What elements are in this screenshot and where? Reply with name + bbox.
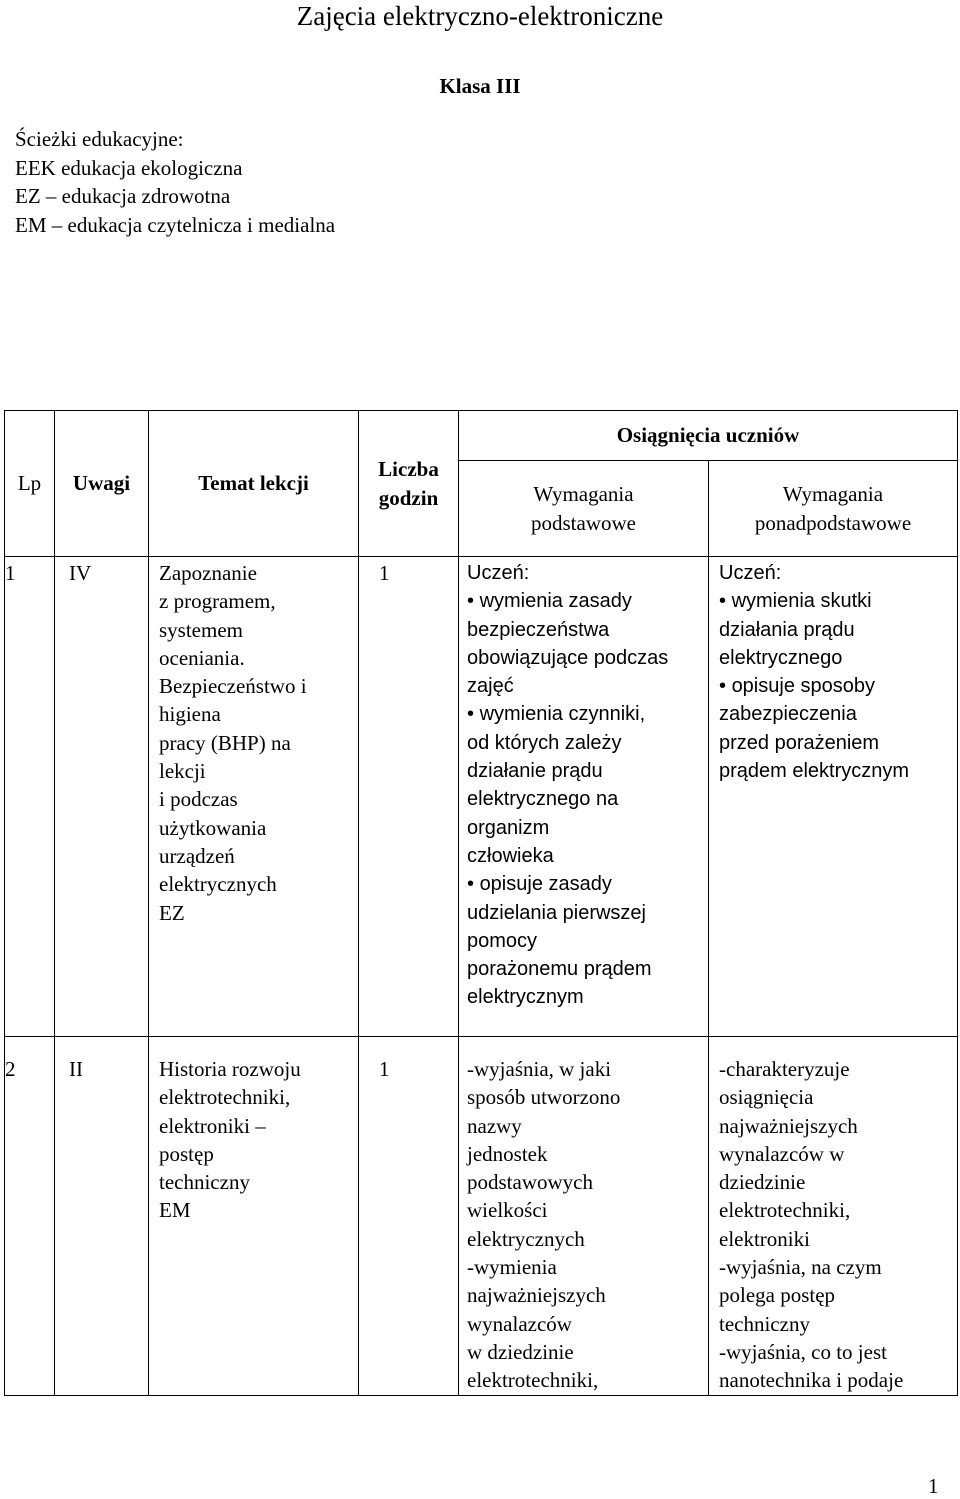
header-lp: Lp [5,411,55,557]
requirement-line: elektrotechniki, [719,1198,851,1223]
temat-line: i podczas [159,787,238,812]
requirement-line: • wymienia skutki [719,587,957,615]
temat-line: Zapoznanie [159,561,257,585]
requirement-line: w dziedzinie [467,1339,574,1364]
header-osiagniecia: Osiągnięcia uczniów [459,411,958,461]
temat-line: elektroniki – [159,1113,266,1138]
requirement-line: • opisuje sposoby [719,672,957,700]
temat-line: Historia rozwoju [159,1057,301,1081]
requirement-line: organizm [467,816,550,839]
requirement-line: nazwy [467,1113,522,1138]
requirement-line: elektroniki [719,1226,810,1251]
header-liczba-godzin-text: Liczba godzin [378,457,439,510]
temat-line: elektrotechniki, [159,1085,291,1110]
requirement-line: porażonemu prądem [467,958,652,981]
requirement-line: • wymienia zasady [467,587,708,615]
path-item: EEK edukacja ekologiczna [15,155,243,180]
requirement-line: wielkości [467,1198,548,1223]
ponadpodstawowe-intro: Uczeń: [719,562,782,584]
temat-line: EM [159,1198,191,1223]
requirement-line: elektrycznych [467,1226,585,1251]
temat-line: lekcji [159,759,206,784]
requirement-line: polega postęp [719,1283,836,1308]
requirement-line: działanie prądu [467,760,603,783]
requirement-line: • wymienia czynniki, [467,700,708,728]
header-podstawowe-text: Wymagania podstawowe [531,482,636,535]
header-liczba-godzin [359,411,459,557]
podstawowe-intro: Uczeń: [467,562,530,584]
requirement-line: -wyjaśnia, na czym [719,1255,882,1280]
requirement-line: przed porażeniem [719,731,880,754]
requirement-line: • opisuje zasady [467,870,708,898]
educational-paths [15,125,335,239]
requirement-line: bezpieczeństwa [467,618,610,641]
requirement-line: -charakteryzuje [719,1057,850,1081]
class-label: Klasa III [439,74,521,98]
requirement-line: -wyjaśnia, co to jest [719,1339,887,1364]
temat-line: pracy (BHP) na [159,730,291,755]
requirement-line: sposób utworzono [467,1085,621,1110]
requirement-line: -wymienia [467,1255,557,1280]
temat-line: higiena [159,702,221,727]
cell-uwagi: IV [55,557,149,1037]
temat-line: systemem [159,617,243,642]
requirement-line: podstawowych [467,1170,593,1195]
cell-podstawowe [459,1037,709,1396]
requirement-line: najważniejszych [719,1113,858,1138]
header-temat: Temat lekcji [149,411,359,557]
cell-godziny: 1 [359,557,459,1037]
table-row [5,1037,958,1396]
path-item: EM – edukacja czytelnicza i medialna [15,212,336,237]
cell-ponadpodstawowe [709,557,958,1037]
header-podstawowe [459,461,709,557]
requirement-line: pomocy [467,929,538,952]
requirement-line: elektrycznego na [467,788,619,811]
requirement-line: dziedzinie [719,1170,806,1195]
cell-podstawowe [459,557,709,1037]
requirement-line: osiągnięcia [719,1085,814,1110]
requirement-line: -wyjaśnia, w jaki [467,1057,612,1081]
temat-line: Bezpieczeństwo i [159,674,307,699]
requirement-line: zabezpieczenia [719,703,857,726]
temat-line: EZ [159,900,185,925]
cell-lp: 2 [5,1037,55,1396]
temat-line: elektrycznych [159,872,277,897]
paths-heading: Ścieżki edukacyjne: [15,127,184,151]
page-number: 1 [928,1474,939,1498]
requirement-line: człowieka [467,844,554,867]
requirement-line: najważniejszych [467,1283,606,1308]
requirement-line: elektrotechniki, [467,1368,599,1393]
requirement-line: elektrycznym [467,986,584,1009]
requirement-line: elektrycznego [719,646,843,669]
temat-line: techniczny [159,1170,250,1195]
temat-line: z programem, [159,589,276,614]
cell-temat [149,1037,359,1396]
requirement-line: od których zależy [467,731,622,754]
requirement-line: techniczny [719,1311,810,1336]
cell-uwagi: II [55,1037,149,1396]
temat-line: użytkowania [159,815,267,840]
curriculum-table [4,410,958,1396]
requirement-line: działania prądu [719,618,855,641]
temat-line: oceniania. [159,645,245,670]
temat-line: urządzeń [159,843,235,868]
header-ponadpodstawowe: Wymagania ponadpodstawowe [709,461,958,557]
requirement-line: wynalazców w [719,1141,845,1166]
document-title: Zajęcia elektryczno-elektroniczne [296,1,664,31]
requirement-line: nanotechnika i podaje [719,1368,904,1393]
temat-line: postęp [159,1141,214,1166]
cell-temat [149,557,359,1037]
requirement-line: obowiązujące podczas [467,646,669,669]
cell-lp: 1 [5,557,55,1037]
requirement-line: zajęć [467,675,514,698]
requirement-line: wynalazców [467,1311,572,1336]
cell-godziny: 1 [359,1037,459,1396]
path-item: EZ – edukacja zdrowotna [15,184,231,208]
requirement-line: udzielania pierwszej [467,901,646,924]
cell-ponadpodstawowe [709,1037,958,1396]
table-row [5,557,958,1037]
requirement-line: prądem elektrycznym [719,760,910,783]
requirement-line: jednostek [467,1141,548,1166]
header-uwagi: Uwagi [55,411,149,557]
